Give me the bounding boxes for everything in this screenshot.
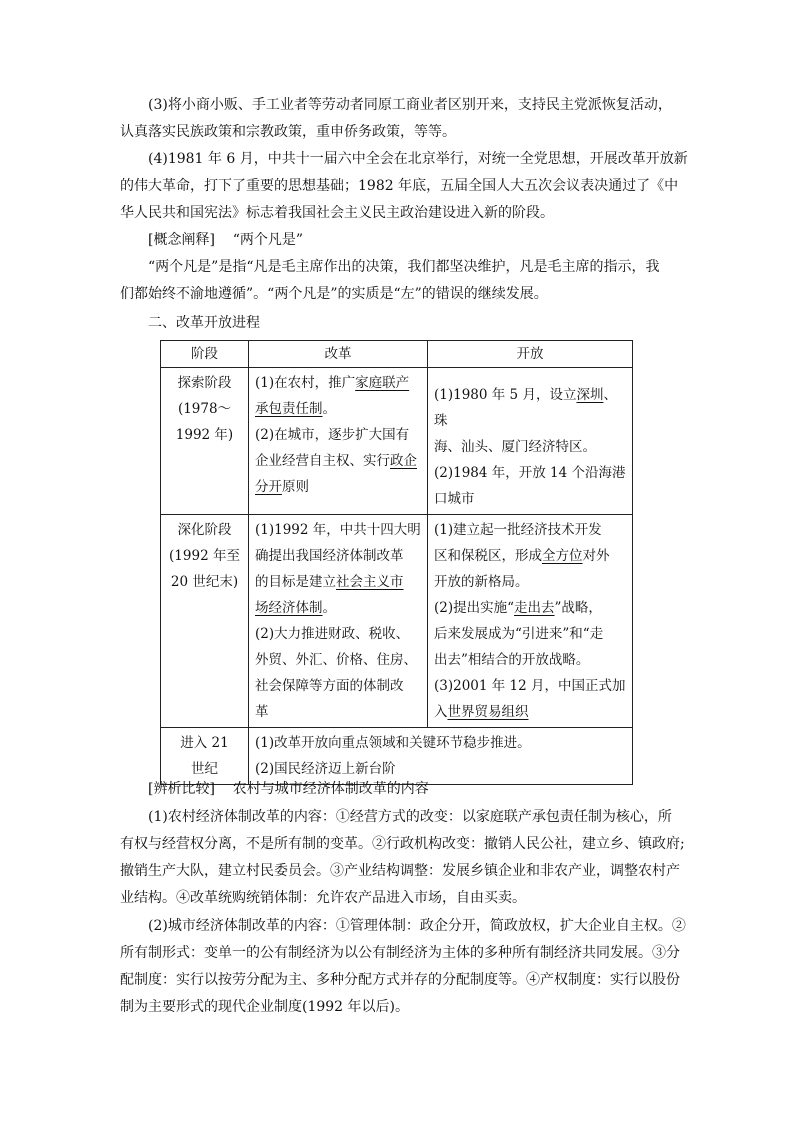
opening-cell bbox=[428, 515, 633, 728]
paragraph-point-4 bbox=[120, 146, 688, 227]
text-line: 有权与经营权分离，不是所有制的变革。②行政机构改变：撤销人民公社，建立乡、镇政府; bbox=[120, 836, 685, 852]
cell-text: (1)改革开放向重点领域和关键环节稳步推进。 bbox=[255, 735, 531, 751]
reform-cell bbox=[249, 368, 428, 515]
cell-text: (1)建立起一批经济技术开发 bbox=[434, 522, 602, 538]
comparison-heading bbox=[148, 776, 688, 803]
cell-text: 出去”相结合的开放战略。 bbox=[434, 652, 590, 668]
concept-term: “两个凡是” bbox=[232, 232, 304, 248]
concept-label: [概念阐释] bbox=[148, 232, 215, 248]
cell-text: 海、汕头、厦门经济特区。 bbox=[434, 439, 596, 455]
underlined-term: 走出去 bbox=[514, 600, 555, 616]
underlined-term: 分开 bbox=[255, 479, 282, 495]
text-line: 的伟大革命，打下了重要的思想基础；1982 年底，五届全国人大五次会议表决通过了《中 bbox=[120, 178, 679, 194]
underlined-term: 世界贸易组织 bbox=[447, 704, 529, 720]
stage-name: 深化阶段 bbox=[177, 522, 232, 538]
opening-cell bbox=[428, 368, 633, 515]
cell-text: 。 bbox=[322, 401, 336, 417]
cell-text: (3)2001 年 12 月，中国正式加 bbox=[434, 678, 626, 694]
underlined-term: 家庭联产 bbox=[355, 375, 410, 391]
cell-text: 社会保障等方面的体制改 bbox=[255, 678, 404, 694]
underlined-term: 承包责任制 bbox=[255, 401, 323, 417]
cell-text: (2)1984 年，开放 14 个沿海港 bbox=[434, 465, 626, 481]
cell-text: 原则 bbox=[282, 479, 309, 495]
header-reform: 改革 bbox=[249, 341, 428, 368]
reform-cell bbox=[249, 515, 428, 728]
underlined-term: 深圳 bbox=[576, 387, 604, 403]
cell-text: 的目标是建立 bbox=[255, 574, 336, 590]
text-line: 配制度：实行以按劳分配为主、多种分配方式并存的分配制度等。④产权制度：实行以股份 bbox=[120, 972, 680, 988]
cell-text: 区和保税区，形成 bbox=[434, 548, 542, 564]
header-stage: 阶段 bbox=[161, 341, 249, 368]
table-row-exploration bbox=[161, 368, 633, 515]
cell-text: 口城市 bbox=[434, 491, 475, 507]
stage-name: 世纪 bbox=[191, 761, 218, 777]
paragraph-urban-reform bbox=[120, 913, 686, 1021]
cell-text: (1)1992 年，中共十四大明 bbox=[255, 522, 421, 538]
cell-text: 企业经营自主权、实行 bbox=[255, 453, 390, 469]
cell-text: 外贸、外汇、价格、住房、 bbox=[255, 652, 417, 668]
compare-label: [辨析比较] bbox=[148, 781, 215, 797]
underlined-term: 社会主义市 bbox=[336, 574, 404, 590]
stage-period: 20 世纪末) bbox=[170, 574, 239, 590]
cell-text: 开放的新格局。 bbox=[434, 574, 529, 590]
paragraph-rural-reform bbox=[120, 804, 685, 912]
cell-text: (1)1980 年 5 月，设立 bbox=[434, 387, 577, 403]
text-line: 业结构。④改革统购统销体制：允许农产品进入市场，自由买卖。 bbox=[120, 890, 526, 906]
text-line: 认真落实民族政策和宗教政策，重申侨务政策，等等。 bbox=[120, 124, 456, 140]
text-line: 撤销生产大队，建立村民委员会。③产业结构调整：发展乡镇企业和非农产业，调整农村产 bbox=[120, 863, 680, 879]
header-opening: 开放 bbox=[428, 341, 633, 368]
cell-text: 后来发展成为“引进来”和“走 bbox=[434, 626, 604, 642]
text-line: 所有制形式：变单一的公有制经济为以公有制经济为主体的多种所有制经济共同发展。③分 bbox=[120, 945, 680, 961]
stage-cell bbox=[161, 368, 249, 515]
text-line: (4)1981 年 6 月，中共十一届六中全会在北京举行，对统一全党思想，开展改革开放新 bbox=[148, 151, 688, 167]
cell-text: (1)在农村，推广 bbox=[255, 375, 356, 391]
underlined-term: 政企 bbox=[390, 453, 417, 469]
stage-period: 1992 年) bbox=[175, 427, 234, 443]
stage-cell bbox=[161, 515, 249, 728]
concept-heading bbox=[120, 227, 680, 254]
cell-text: 、珠 bbox=[434, 387, 617, 429]
stage-name: 探索阶段 bbox=[177, 375, 232, 391]
section-heading: 二、改革开放进程 bbox=[148, 315, 260, 331]
text-line: 华人民共和国宪法》标志着我国社会主义民主政治建设进入新的阶段。 bbox=[120, 205, 554, 221]
stage-name: 进入 21 bbox=[180, 735, 229, 751]
reform-opening-table bbox=[160, 340, 633, 785]
cell-text: (2)在城市，逐步扩大国有 bbox=[255, 427, 410, 443]
table-row-deepening bbox=[161, 515, 633, 728]
cell-text: (2)提出实施“ bbox=[434, 600, 515, 616]
stage-period: (1978～ bbox=[177, 401, 232, 417]
concept-explanation bbox=[120, 227, 680, 308]
cell-text: 对外 bbox=[582, 548, 610, 564]
paragraph-point-3 bbox=[120, 92, 680, 146]
table-header-row bbox=[161, 341, 633, 368]
cell-text: (2)大力推进财政、税收、 bbox=[255, 626, 410, 642]
cell-text: 入 bbox=[434, 704, 448, 720]
cell-text: 革 bbox=[255, 704, 269, 720]
cell-text: 。 bbox=[322, 600, 336, 616]
text-line: (1)农村经济体制改革的内容：①经营方式的改变：以家庭联产承包责任制为核心，所 bbox=[148, 809, 672, 825]
stage-period: (1992 年至 bbox=[169, 548, 240, 564]
text-line: (2)城市经济体制改革的内容：①管理体制：政企分开，简政放权，扩大企业自主权。② bbox=[148, 918, 686, 934]
underlined-term: 场经济体制 bbox=[255, 600, 323, 616]
text-line: (3)将小商小贩、手工业者等劳动者同原工商业者区别开来，支持民主党派恢复活动， bbox=[148, 97, 672, 113]
cell-text: (2)国民经济迈上新台阶 bbox=[255, 761, 396, 777]
text-line: “两个凡是”是指“凡是毛主席作出的决策，我们都坚决维护，凡是毛主席的指示，我 bbox=[148, 259, 660, 275]
text-line: 们都始终不渝地遵循”。“两个凡是”的实质是“左”的错误的继续发展。 bbox=[120, 286, 548, 302]
compare-title: 农村与城市经济体制改革的内容 bbox=[232, 781, 429, 797]
cell-text: ”战略， bbox=[554, 600, 602, 616]
cell-text: 确提出我国经济体制改革 bbox=[255, 548, 404, 564]
text-line: 制为主要形式的现代企业制度(1992 年以后)。 bbox=[120, 999, 410, 1015]
underlined-term: 全方位 bbox=[542, 548, 583, 564]
